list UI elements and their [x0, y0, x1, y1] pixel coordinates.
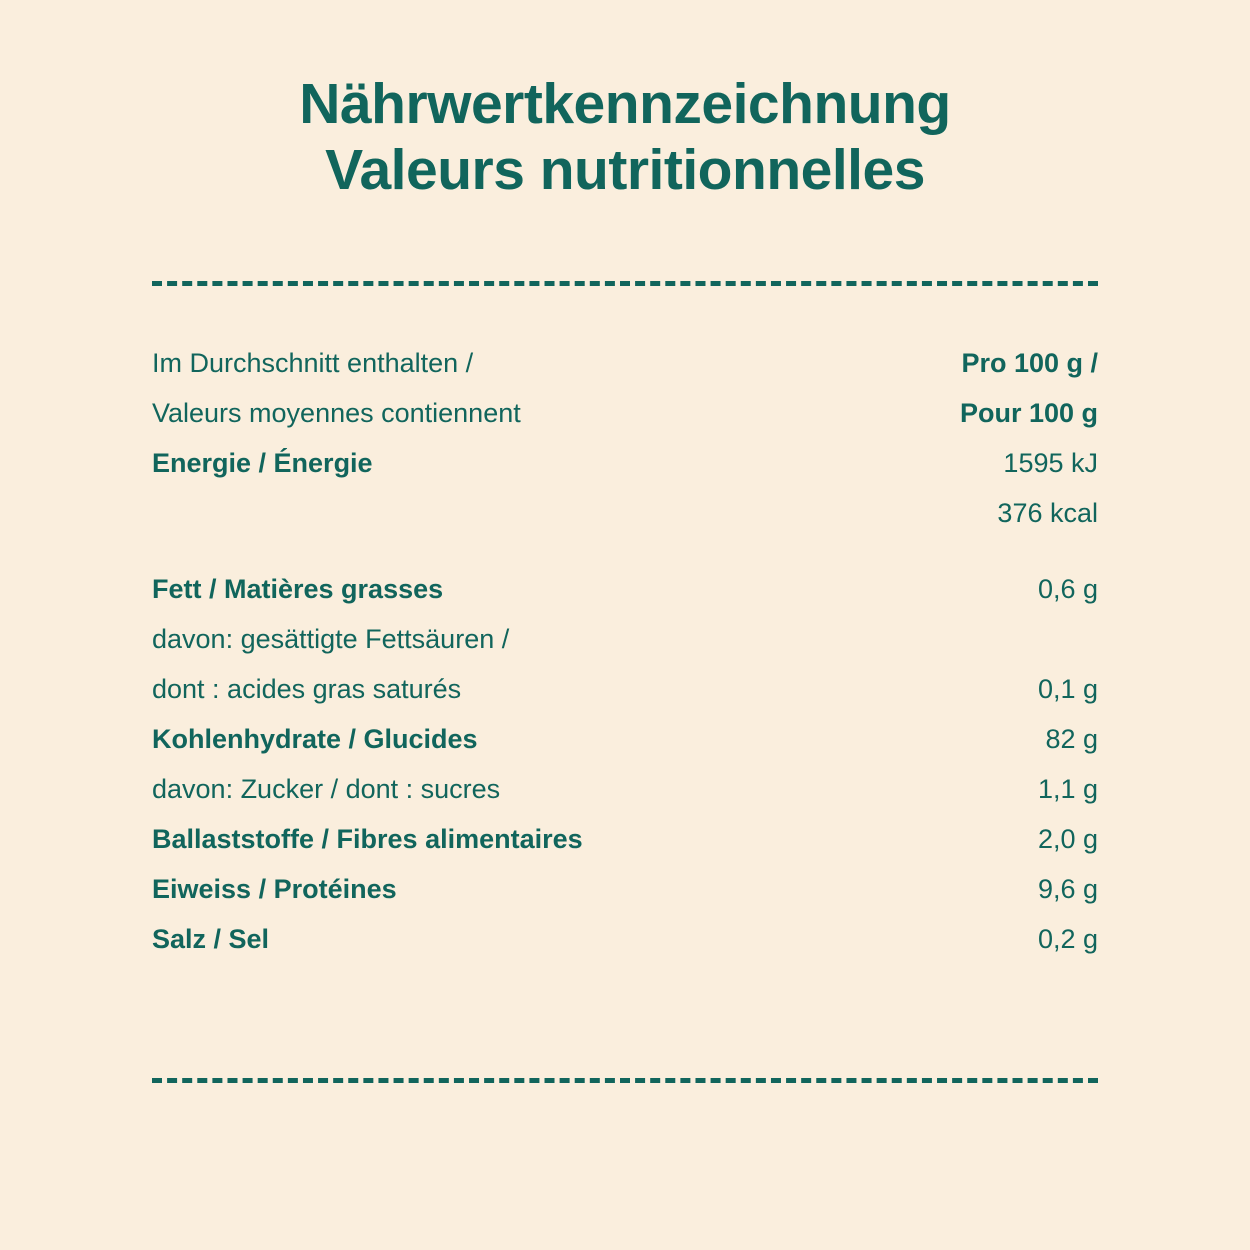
row-label: dont : acides gras saturés: [152, 674, 462, 705]
row-label: davon: Zucker / dont : sucres: [152, 774, 501, 805]
row-label: Eiweiss / Protéines: [152, 874, 397, 905]
row-value: 376 kcal: [997, 498, 1098, 529]
row-label: Kohlenhydrate / Glucides: [152, 724, 478, 755]
table-row: [152, 714, 1098, 764]
row-label: Salz / Sel: [152, 924, 270, 955]
table-row: [152, 488, 1098, 538]
table-row: [152, 614, 1098, 664]
row-value: 2,0 g: [1037, 824, 1098, 855]
row-label: Energie / Énergie: [152, 448, 373, 479]
table-row: [152, 814, 1098, 864]
row-value: 9,6 g: [1037, 874, 1098, 905]
table-row: [152, 564, 1098, 614]
row-value: 1,1 g: [1037, 774, 1098, 805]
page-title: [0, 0, 1250, 203]
table-row: [152, 914, 1098, 964]
table-row: [152, 438, 1098, 488]
header-value-de: Pro 100 g /: [961, 348, 1098, 379]
table-header-row-2: [152, 388, 1098, 438]
row-value: 0,6 g: [1037, 574, 1098, 605]
header-label-fr: Valeurs moyennes contiennent: [152, 398, 521, 429]
row-value: 0,1 g: [1037, 674, 1098, 705]
row-label: davon: gesättigte Fettsäuren /: [152, 624, 510, 655]
row-value: 0,2 g: [1037, 924, 1098, 955]
header-value-fr: Pour 100 g: [959, 398, 1098, 429]
divider-bottom: [152, 1078, 1098, 1083]
title-line-de: Nährwertkennzeichnung: [299, 72, 951, 136]
row-value: 1595 kJ: [1003, 448, 1098, 479]
footer-area: [0, 1078, 1250, 1083]
row-label: Ballaststoffe / Fibres alimentaires: [152, 824, 583, 855]
table-row: [152, 864, 1098, 914]
table-row: [152, 764, 1098, 814]
title-line-fr: Valeurs nutritionnelles: [325, 137, 925, 202]
table-header-row-1: [152, 338, 1098, 388]
row-label: Fett / Matières grasses: [152, 574, 444, 605]
row-value: 82 g: [1045, 724, 1098, 755]
table-row: [152, 664, 1098, 714]
row-spacer: [152, 538, 1098, 564]
nutrition-table: [152, 286, 1098, 964]
header-label-de: Im Durchschnitt enthalten /: [152, 348, 474, 379]
